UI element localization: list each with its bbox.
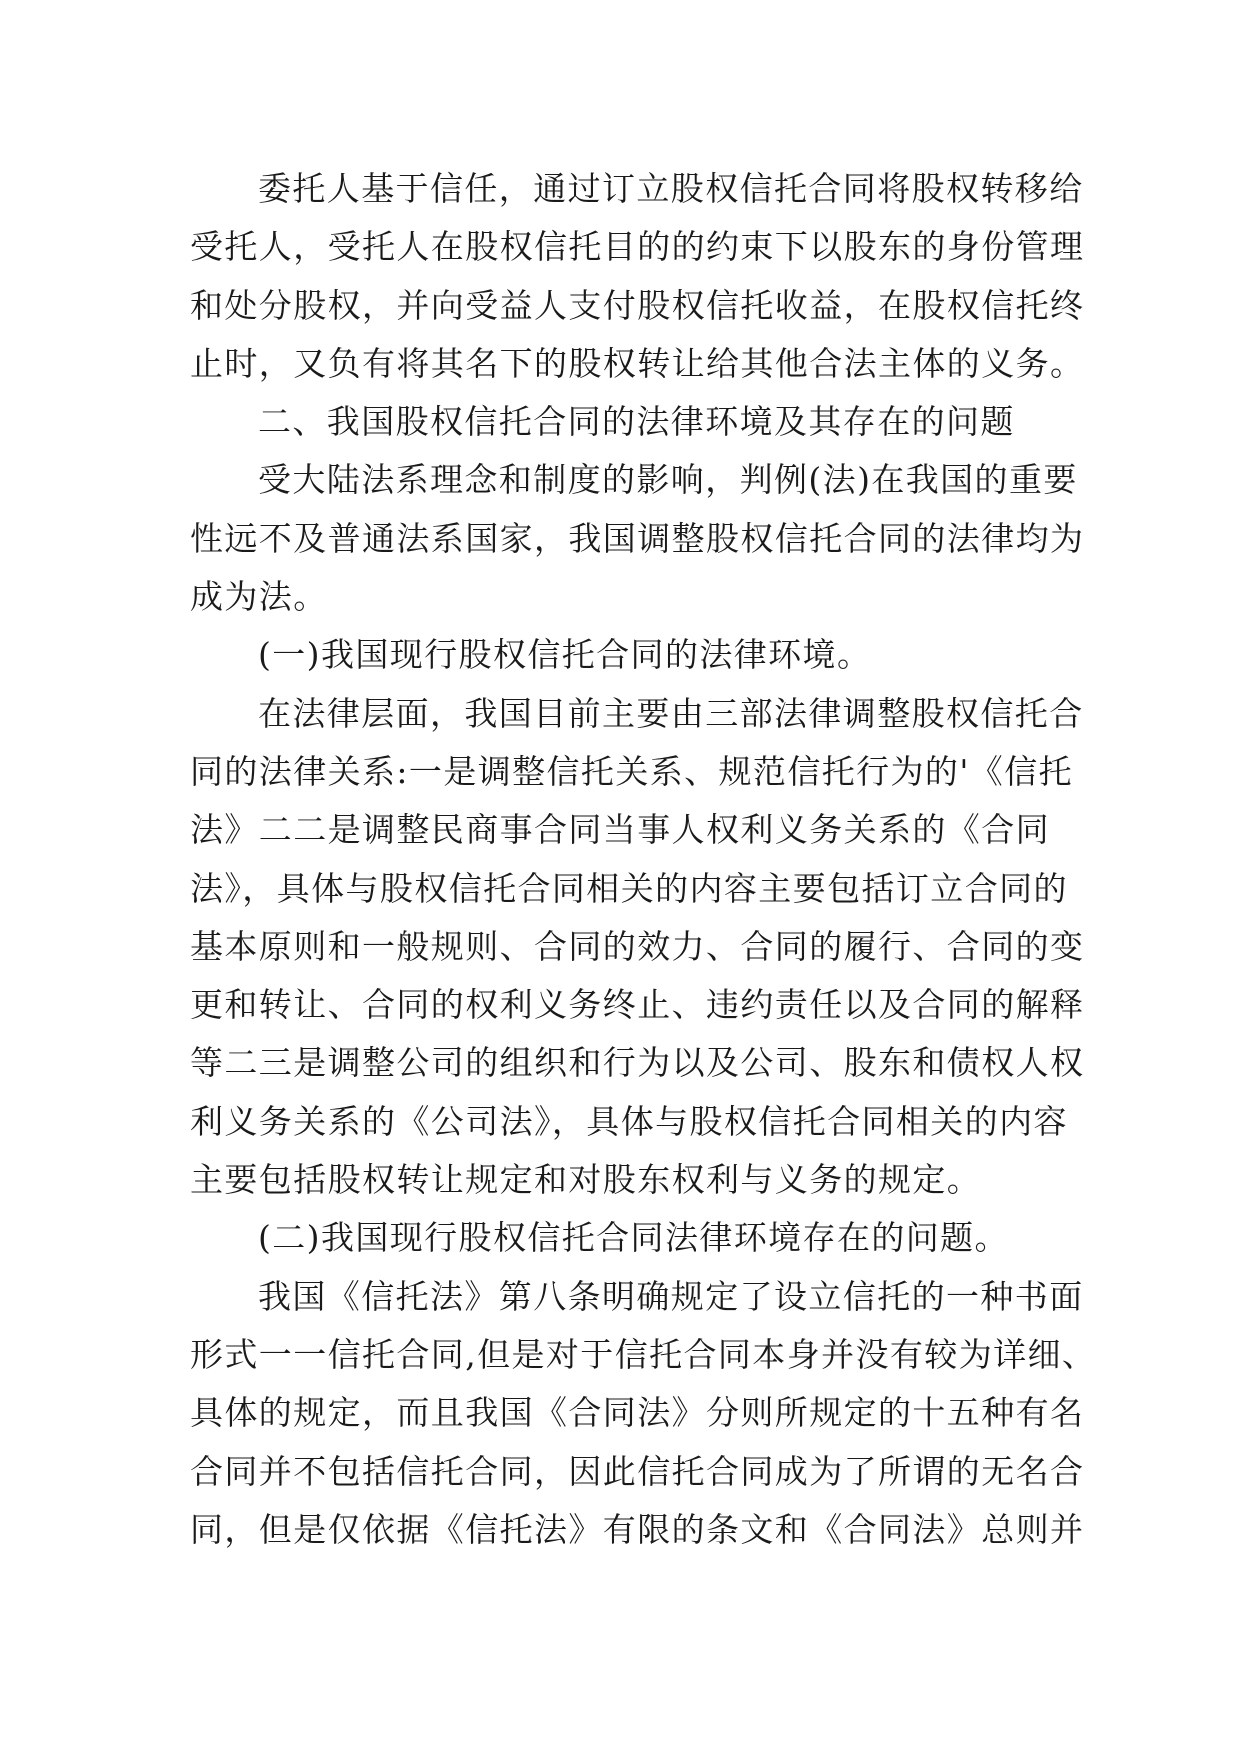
paragraph-line: 受托人，受托人在股权信托目的的约束下以股东的身份管理 [190,227,1085,267]
paragraph-line: 法》，具体与股权信托合同相关的内容主要包括订立合同的 [190,868,1068,908]
paragraph-first-line: (一)我国现行股权信托合同的法律环境。 [258,635,872,675]
paragraph-line: 止时，又负有将其名下的股权转让给其他合法主体的义务。 [190,343,1085,383]
paragraph-line: 成为法。 [190,577,328,617]
paragraph-line: 利义务关系的《公司法》，具体与股权信托合同相关的内容 [190,1101,1068,1141]
paragraph-line: 等二三是调整公司的组织和行为以及公司、股东和债权人权 [190,1043,1085,1083]
paragraph-line: 主要包括股权转让规定和对股东权利与义务的规定。 [190,1160,982,1200]
paragraph-first-line: 我国《信托法》第八条明确规定了设立信托的一种书面 [258,1276,1084,1316]
paragraph-first-line: 委托人基于信任，通过订立股权信托合同将股权转移给 [258,169,1084,208]
document-body [190,160,1097,1559]
paragraph-line: 性远不及普通法系国家，我国调整股权信托合同的法律均为 [190,518,1085,558]
paragraph-line: 形式一一信托合同,但是对于信托合同本身并没有较为详细、 [190,1334,1097,1374]
paragraph-first-line: 在法律层面，我国目前主要由三部法律调整股权信托合 [258,693,1084,733]
paragraph-line: 具体的规定，而且我国《合同法》分则所规定的十五种有名 [190,1393,1085,1433]
paragraph-line: 基本原则和一般规则、合同的效力、合同的履行、合同的变 [190,926,1085,966]
paragraph-line: 更和转让、合同的权利义务终止、违约责任以及合同的解释 [190,985,1085,1025]
paragraph-line: 法》二二是调整民商事合同当事人权利义务关系的《合同 [190,810,1050,850]
paragraph-first-line: 二、我国股权信托合同的法律环境及其存在的问题 [258,402,1015,442]
paragraph-first-line: (二)我国现行股权信托合同法律环境存在的问题。 [258,1218,1009,1258]
paragraph-line: 同，但是仅依据《信托法》有限的条文和《合同法》总则并 [190,1509,1085,1549]
paragraph-first-line: 受大陆法系理念和制度的影响，判例(法)在我国的重要 [258,460,1078,500]
paragraph-line: 合同并不包括信托合同，因此信托合同成为了所谓的无名合 [190,1451,1085,1491]
paragraph-line: 和处分股权，并向受益人支付股权信托收益，在股权信托终 [190,285,1085,325]
paragraph-line: 同的法律关系:一是调整信托关系、规范信托行为的'《信托 [190,751,1073,791]
